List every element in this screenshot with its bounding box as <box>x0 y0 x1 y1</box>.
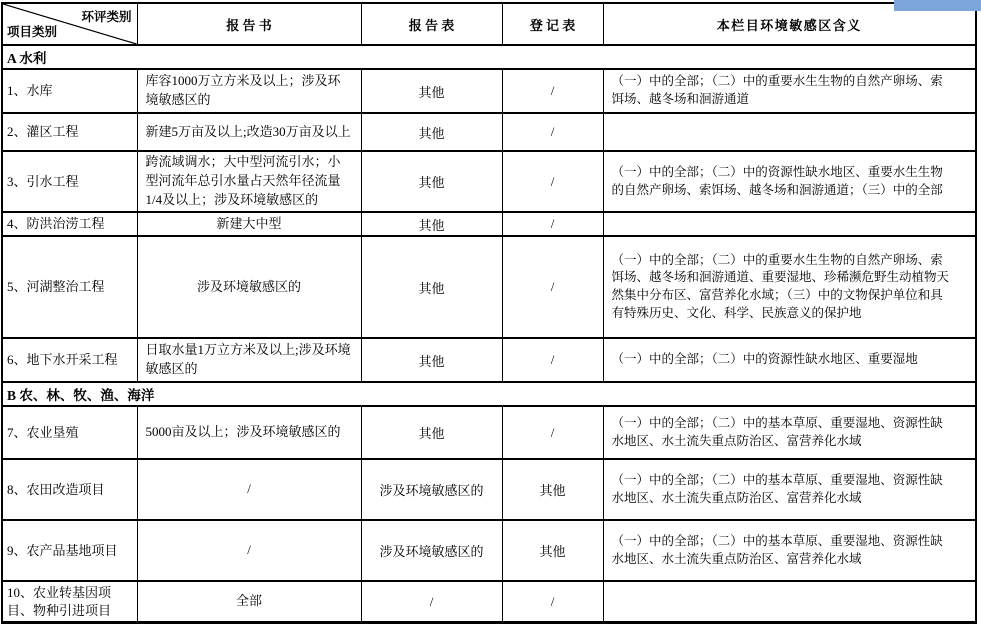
meaning-cell: （一）中的全部；（二）中的重要水生生物的自然产卵场、索饵场、越冬场和洄游通道、重要湿地、珍稀濒危野生动植物天然集中分布区、富营养化水域；（三）中的文物保护单位和具有特殊历史、文化、科学、民族意义的保护地 <box>603 236 976 338</box>
register-cell: / <box>502 338 603 382</box>
corner-label-eia-category: 环评类别 <box>81 10 132 24</box>
book-cell: 跨流域调水；大中型河流引水；小型河流年总引水量占天然年径流量1/4及以上；涉及环境敏感区的 <box>137 151 361 212</box>
register-cell: / <box>502 151 603 212</box>
meaning-cell <box>603 113 976 151</box>
section-row <box>2 382 976 406</box>
book-cell: 新建5万亩及以上;改造30万亩及以上 <box>137 113 361 151</box>
form-cell: 涉及环境敏感区的 <box>361 520 502 581</box>
register-cell: / <box>502 406 603 459</box>
book-cell: 全部 <box>137 581 361 623</box>
form-cell: 其他 <box>361 151 502 212</box>
table-row <box>2 338 976 382</box>
form-cell: 其他 <box>361 406 502 459</box>
book-cell: / <box>137 459 361 520</box>
corner-header-cell <box>2 3 137 45</box>
eia-classification-table <box>1 2 977 624</box>
table-row <box>2 459 976 520</box>
book-cell: / <box>137 520 361 581</box>
table-row <box>2 236 976 338</box>
meaning-cell: （一）中的全部；（二）中的重要水生生物的自然产卵场、索饵场、越冬场和洄游通道 <box>603 69 976 113</box>
category-cell: 5、河湖整治工程 <box>2 236 137 338</box>
table-row <box>2 113 976 151</box>
category-cell: 9、农产品基地项目 <box>2 520 137 581</box>
table-row <box>2 212 976 236</box>
category-cell: 6、地下水开采工程 <box>2 338 137 382</box>
book-cell: 5000亩及以上；涉及环境敏感区的 <box>137 406 361 459</box>
category-cell: 10、农业转基因项目、物种引进项目 <box>2 581 137 623</box>
category-cell: 8、农田改造项目 <box>2 459 137 520</box>
section-label: B 农、林、牧、渔、海洋 <box>2 382 976 406</box>
register-cell: / <box>502 212 603 236</box>
meaning-cell: （一）中的全部；（二）中的基本草原、重要湿地、资源性缺水地区、水土流失重点防治区、富营养化水域 <box>603 459 976 520</box>
col-header-report-book: 报 告 书 <box>137 3 361 45</box>
section-row <box>2 45 976 69</box>
category-cell: 3、引水工程 <box>2 151 137 212</box>
table-row <box>2 69 976 113</box>
category-cell: 2、灌区工程 <box>2 113 137 151</box>
meaning-cell: （一）中的全部；（二）中的基本草原、重要湿地、资源性缺水地区、水土流失重点防治区、富营养化水域 <box>603 520 976 581</box>
col-header-registration-form: 登 记 表 <box>502 3 603 45</box>
book-cell: 新建大中型 <box>137 212 361 236</box>
register-cell: / <box>502 236 603 338</box>
col-header-sensitive-area-meaning: 本栏目环境敏感区含义 <box>603 3 976 45</box>
form-cell: 其他 <box>361 236 502 338</box>
register-cell: / <box>502 113 603 151</box>
meaning-cell: （一）中的全部；（二）中的资源性缺水地区、重要湿地 <box>603 338 976 382</box>
register-cell: / <box>502 581 603 623</box>
register-cell: 其他 <box>502 520 603 581</box>
form-cell: 涉及环境敏感区的 <box>361 459 502 520</box>
category-cell: 4、防洪治涝工程 <box>2 212 137 236</box>
table-row <box>2 151 976 212</box>
table-row <box>2 581 976 623</box>
form-cell: 其他 <box>361 69 502 113</box>
register-cell: / <box>502 69 603 113</box>
meaning-cell <box>603 212 976 236</box>
form-cell: 其他 <box>361 212 502 236</box>
meaning-cell: （一）中的全部；（二）中的资源性缺水地区、重要水生生物的自然产卵场、索饵场、越冬场和洄游通道；（三）中的全部 <box>603 151 976 212</box>
form-cell: 其他 <box>361 338 502 382</box>
form-cell: 其他 <box>361 113 502 151</box>
header-row <box>2 3 976 45</box>
book-cell: 日取水量1万立方米及以上;涉及环境敏感区的 <box>137 338 361 382</box>
form-cell: / <box>361 581 502 623</box>
col-header-report-form: 报 告 表 <box>361 3 502 45</box>
table-body <box>2 45 976 623</box>
table-row <box>2 406 976 459</box>
book-cell: 涉及环境敏感区的 <box>137 236 361 338</box>
register-cell: 其他 <box>502 459 603 520</box>
meaning-cell <box>603 581 976 623</box>
category-cell: 1、水库 <box>2 69 137 113</box>
meaning-cell: （一）中的全部；（二）中的基本草原、重要湿地、资源性缺水地区、水土流失重点防治区、富营养化水域 <box>603 406 976 459</box>
section-label: A 水利 <box>2 45 976 69</box>
corner-label-project-category: 项目类别 <box>7 25 58 39</box>
blue-highlight-bar <box>894 0 981 11</box>
book-cell: 库容1000万立方米及以上；涉及环境敏感区的 <box>137 69 361 113</box>
category-cell: 7、农业垦殖 <box>2 406 137 459</box>
table-row <box>2 520 976 581</box>
